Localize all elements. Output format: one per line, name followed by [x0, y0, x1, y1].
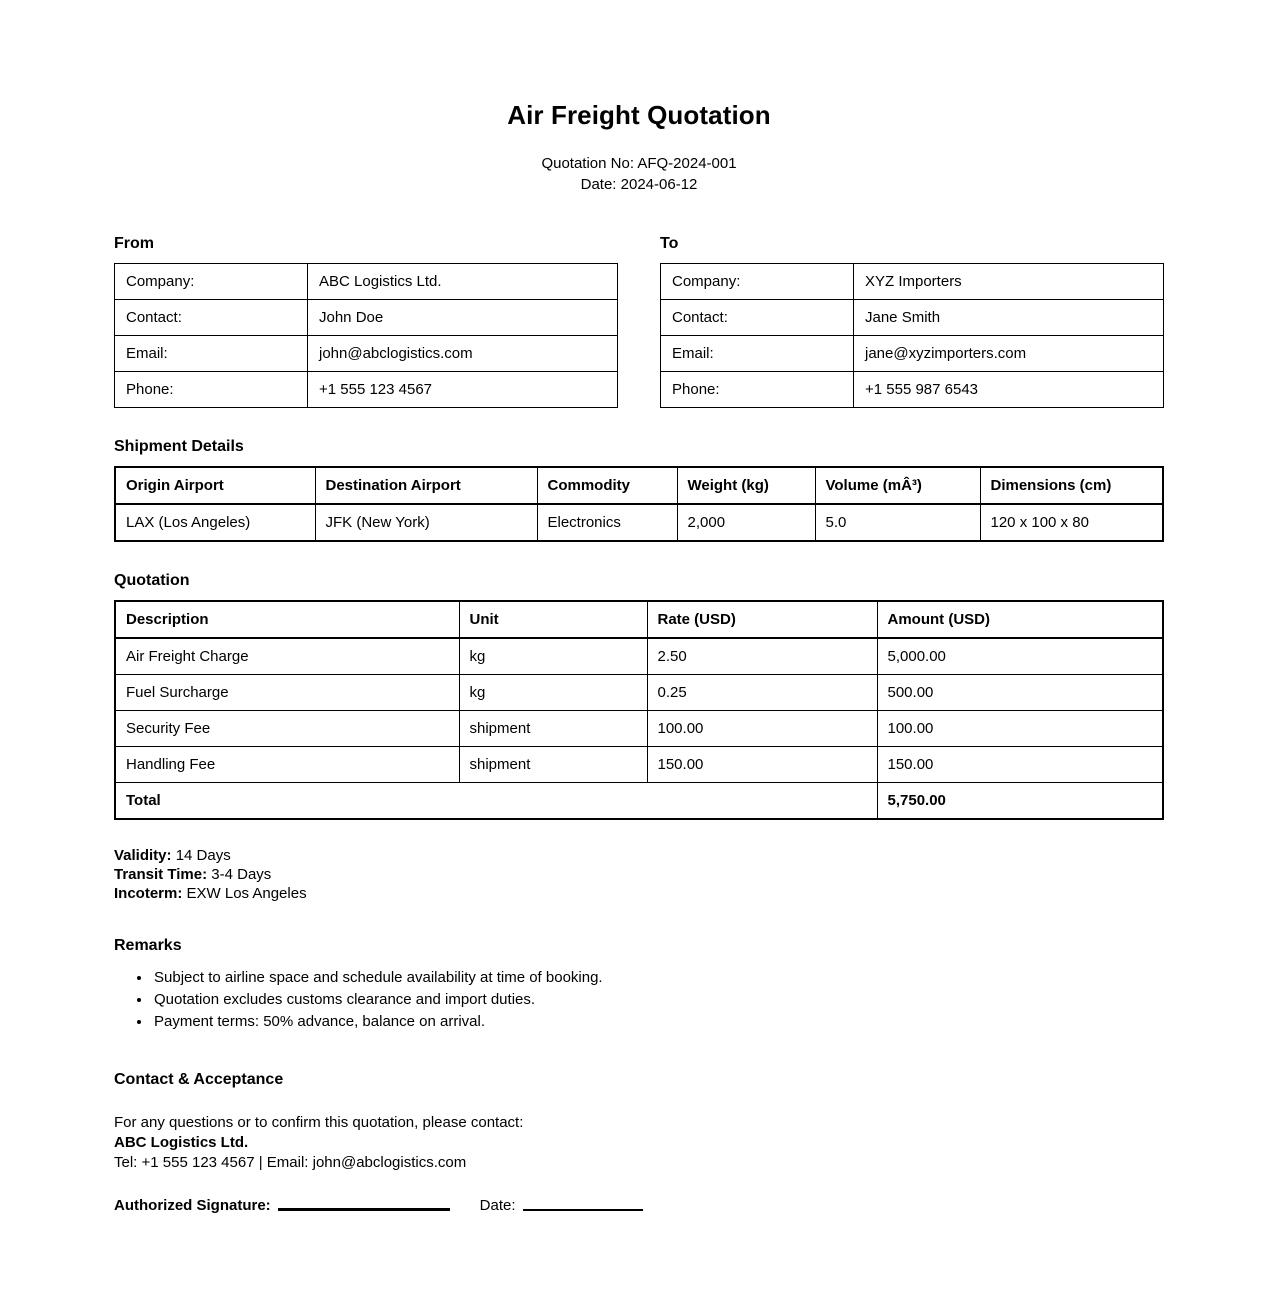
quotation-section — [114, 542, 1164, 820]
total-label: Total — [115, 783, 877, 820]
from-company-value: ABC Logistics Ltd. — [308, 264, 618, 300]
contact-intro: For any questions or to confirm this quotation, please contact: — [114, 1114, 524, 1131]
contact-company: ABC Logistics Ltd. — [114, 1134, 249, 1151]
signature-label: Authorized Signature: — [114, 1197, 271, 1214]
table-row — [115, 747, 1163, 783]
cell-origin-airport: LAX (Los Angeles) — [115, 504, 315, 541]
from-email-label: Email: — [115, 336, 308, 372]
from-email-value: john@abclogistics.com — [308, 336, 618, 372]
col-amount: Amount (USD) — [877, 601, 1163, 638]
table-row — [661, 264, 1164, 300]
cell-description: Air Freight Charge — [115, 638, 459, 675]
cell-dimensions: 120 x 100 x 80 — [980, 504, 1163, 541]
cell-amount: 150.00 — [877, 747, 1163, 783]
cell-rate: 100.00 — [647, 711, 877, 747]
remarks-list — [114, 967, 1164, 1033]
to-email-label: Email: — [661, 336, 854, 372]
cell-unit: kg — [459, 638, 647, 675]
quotation-table — [114, 600, 1164, 820]
cell-commodity: Electronics — [537, 504, 677, 541]
col-destination-airport: Destination Airport — [315, 467, 537, 504]
from-phone-value: +1 555 123 4567 — [308, 372, 618, 408]
to-phone-label: Phone: — [661, 372, 854, 408]
to-email-value: jane@xyzimporters.com — [854, 336, 1164, 372]
quotation-heading: Quotation — [114, 572, 190, 589]
col-rate: Rate (USD) — [647, 601, 877, 638]
table-row — [115, 372, 618, 408]
terms-transit-time — [114, 865, 1164, 884]
remarks-heading: Remarks — [114, 937, 182, 954]
table-row — [115, 638, 1163, 675]
terms-validity-label: Validity: — [114, 847, 172, 864]
party-to — [660, 235, 1164, 408]
quotation-date: Date: 2024-06-12 — [580, 176, 698, 193]
list-item: • Subject to airline space and schedule availability at time of booking. — [152, 967, 1164, 989]
cell-weight: 2,000 — [677, 504, 815, 541]
from-phone-label: Phone: — [115, 372, 308, 408]
col-dimensions: Dimensions (cm) — [980, 467, 1163, 504]
signature-date-label: Date: — [479, 1197, 516, 1214]
remarks-section — [114, 903, 1164, 1033]
to-company-value: XYZ Importers — [854, 264, 1164, 300]
from-table — [114, 263, 618, 408]
cell-rate: 2.50 — [647, 638, 877, 675]
contact-line: Tel: +1 555 123 4567 | Email: john@abclogistics.com — [114, 1154, 467, 1171]
table-row — [115, 300, 618, 336]
cell-destination-airport: JFK (New York) — [315, 504, 537, 541]
signature-date-field[interactable] — [523, 1209, 643, 1211]
to-company-label: Company: — [661, 264, 854, 300]
from-contact-value: John Doe — [308, 300, 618, 336]
contact-acceptance-heading: Contact & Acceptance — [114, 1071, 284, 1088]
parties-section — [114, 195, 1164, 408]
cell-amount: 100.00 — [877, 711, 1163, 747]
party-from — [114, 235, 618, 408]
cell-unit: kg — [459, 675, 647, 711]
table-row — [115, 336, 618, 372]
contact-acceptance-section — [114, 1033, 1164, 1214]
to-heading: To — [660, 235, 679, 252]
cell-amount: 500.00 — [877, 675, 1163, 711]
cell-description: Security Fee — [115, 711, 459, 747]
signature-row — [114, 1173, 1164, 1214]
from-contact-label: Contact: — [115, 300, 308, 336]
cell-description: Fuel Surcharge — [115, 675, 459, 711]
from-heading: From — [114, 235, 154, 252]
cell-volume: 5.0 — [815, 504, 980, 541]
table-header-row — [115, 601, 1163, 638]
col-commodity: Commodity — [537, 467, 677, 504]
document-meta — [114, 131, 1164, 195]
terms-section — [114, 820, 1164, 903]
col-unit: Unit — [459, 601, 647, 638]
col-description: Description — [115, 601, 459, 638]
to-phone-value: +1 555 987 6543 — [854, 372, 1164, 408]
to-contact-label: Contact: — [661, 300, 854, 336]
table-row — [115, 264, 618, 300]
cell-description: Handling Fee — [115, 747, 459, 783]
terms-incoterm-value: EXW Los Angeles — [182, 885, 307, 902]
list-item: • Payment terms: 50% advance, balance on arrival. — [152, 1011, 1164, 1033]
cell-amount: 5,000.00 — [877, 638, 1163, 675]
contact-details — [114, 1099, 1164, 1173]
table-row — [115, 675, 1163, 711]
cell-rate: 150.00 — [647, 747, 877, 783]
table-row — [115, 504, 1163, 541]
terms-transit-time-label: Transit Time: — [114, 866, 208, 883]
col-volume: Volume (mÂ³) — [815, 467, 980, 504]
total-amount: 5,750.00 — [877, 783, 1163, 820]
col-origin-airport: Origin Airport — [115, 467, 315, 504]
terms-validity — [114, 846, 1164, 865]
table-row — [661, 372, 1164, 408]
table-row — [661, 336, 1164, 372]
page-title: Air Freight Quotation — [507, 100, 771, 130]
shipment-details-section — [114, 408, 1164, 542]
table-row — [115, 711, 1163, 747]
shipment-details-heading: Shipment Details — [114, 438, 244, 455]
table-row — [661, 300, 1164, 336]
cell-unit: shipment — [459, 711, 647, 747]
terms-transit-time-value: 3-4 Days — [207, 866, 272, 883]
total-row — [115, 783, 1163, 820]
to-contact-value: Jane Smith — [854, 300, 1164, 336]
table-header-row — [115, 467, 1163, 504]
shipment-details-table — [114, 466, 1164, 542]
from-company-label: Company: — [115, 264, 308, 300]
terms-validity-value: 14 Days — [171, 847, 231, 864]
list-item: • Quotation excludes customs clearance and import duties. — [152, 989, 1164, 1011]
terms-incoterm-label: Incoterm: — [114, 885, 183, 902]
cell-rate: 0.25 — [647, 675, 877, 711]
col-weight: Weight (kg) — [677, 467, 815, 504]
signature-field[interactable] — [278, 1208, 450, 1211]
quotation-number: Quotation No: AFQ-2024-001 — [541, 155, 737, 172]
terms-incoterm — [114, 884, 1164, 903]
to-table — [660, 263, 1164, 408]
cell-unit: shipment — [459, 747, 647, 783]
